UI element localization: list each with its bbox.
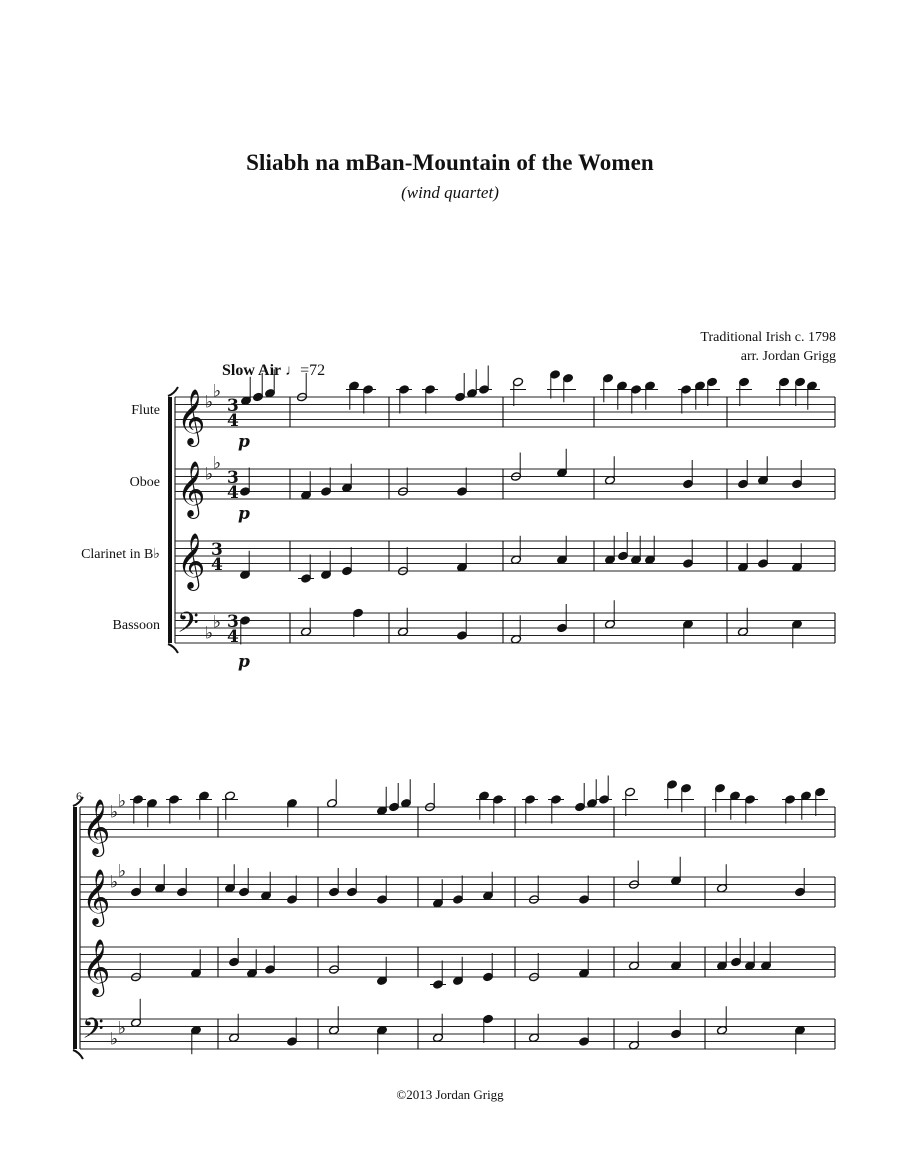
system-1	[168, 366, 835, 673]
copyright-footer: ©2013 Jordan Grigg	[396, 1087, 504, 1102]
instrument-label-oboe: Oboe	[129, 475, 160, 490]
score-subtitle: (wind quartet)	[401, 183, 499, 202]
flat-icon: ♭	[205, 392, 214, 413]
time-signature-top: 3	[211, 540, 223, 560]
time-signature-top: 3	[227, 612, 239, 632]
flat-icon: ♭	[213, 453, 222, 474]
instrument-label-clarinet: Clarinet in B♭	[81, 547, 160, 562]
flat-icon: ♭	[118, 1018, 127, 1039]
treble-clef-icon: 𝄞	[177, 533, 206, 589]
composer-origin: Traditional Irish c. 1798	[700, 330, 836, 345]
bass-clef-icon: 𝄢	[177, 606, 199, 647]
flat-icon: ♭	[110, 802, 119, 823]
flat-icon: ♭	[110, 1029, 119, 1050]
time-signature-bottom: 4	[227, 483, 239, 503]
instrument-label-bassoon: Bassoon	[112, 618, 160, 633]
dynamic-piano: p	[238, 652, 250, 672]
time-signature-bottom: 4	[211, 555, 223, 575]
dynamic-piano: p	[238, 504, 250, 524]
treble-clef-icon: 𝄞	[82, 799, 111, 855]
time-signature-bottom: 4	[227, 411, 239, 431]
flat-icon: ♭	[110, 872, 119, 893]
instrument-label-flute: Flute	[131, 403, 160, 418]
measure-number: 6	[76, 789, 82, 803]
treble-clef-icon: 𝄞	[82, 869, 111, 925]
time-signature-top: 3	[227, 396, 239, 416]
time-signature-top: 3	[227, 468, 239, 488]
metronome-value: =72	[300, 362, 326, 379]
score-title: Sliabh na mBan-Mountain of the Women	[246, 150, 654, 175]
treble-clef-icon: 𝄞	[177, 389, 206, 445]
flat-icon: ♭	[213, 612, 222, 633]
treble-clef-icon: 𝄞	[82, 939, 111, 995]
flat-icon: ♭	[118, 791, 127, 812]
system-2	[73, 776, 835, 1060]
flat-icon: ♭	[205, 464, 214, 485]
treble-clef-icon: 𝄞	[177, 461, 206, 517]
flat-icon: ♭	[205, 623, 214, 644]
arranger: arr. Jordan Grigg	[740, 349, 836, 364]
flat-icon: ♭	[118, 861, 127, 882]
bass-clef-icon: 𝄢	[82, 1012, 104, 1053]
quarter-note-icon: ♩	[285, 363, 301, 379]
flat-icon: ♭	[213, 381, 222, 402]
time-signature-bottom: 4	[227, 627, 239, 647]
dynamic-piano: p	[238, 432, 250, 452]
tempo-text: Slow Air	[222, 362, 282, 379]
